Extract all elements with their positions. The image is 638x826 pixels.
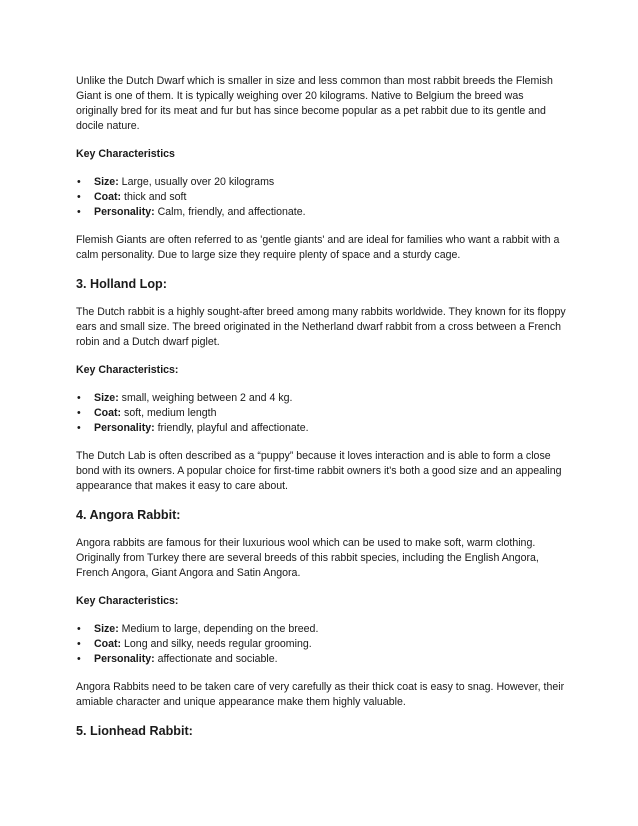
bullet-icon: • <box>77 638 81 650</box>
holland-closing-paragraph: The Dutch Lab is often described as a “puppy” because it loves interaction and is able to form a close bond with its owners. A popular choice for first-time rabbit owners it's both a good size and an appealing appearance that makes it easy to care about. <box>76 450 562 492</box>
bullet-icon: • <box>77 422 81 434</box>
list-item <box>76 175 566 190</box>
bullet-icon: • <box>77 392 81 404</box>
item-text: Large, usually over 20 kilograms <box>118 176 275 188</box>
flemish-intro-paragraph: Unlike the Dutch Dwarf which is smaller in size and less common than most rabbit breeds the Flemish Giant is one of them. It is typically weighing over 20 kilograms. Native to Belgium the breed was originally bred for its meat and fur but has since become popular as a pet rabbit due to its gentle and docile nature. <box>76 75 553 132</box>
list-item <box>76 637 566 652</box>
item-label: Size: <box>94 176 119 188</box>
item-text: Long and silky, needs regular grooming. <box>121 638 312 650</box>
angora-characteristics-list <box>76 622 566 667</box>
list-item <box>76 406 566 421</box>
bullet-icon: • <box>77 623 81 635</box>
item-text: soft, medium length <box>121 407 217 419</box>
flemish-characteristics-list <box>76 175 566 220</box>
item-label: Coat: <box>94 638 122 650</box>
list-item <box>76 190 566 205</box>
angora-closing-paragraph: Angora Rabbits need to be taken care of very carefully as their thick coat is easy to snag. However, their amiable character and unique appearance make them highly valuable. <box>76 681 565 708</box>
item-label: Size: <box>94 623 119 635</box>
flemish-key-characteristics-heading: Key Characteristics <box>76 148 175 160</box>
item-text: friendly, playful and affectionate. <box>154 422 309 434</box>
flemish-closing-paragraph: Flemish Giants are often referred to as 'gentle giants' and are ideal for families who want a rabbit with a calm personality. Due to large size they require plenty of space and a sturdy cage. <box>76 234 560 261</box>
list-item <box>76 652 566 667</box>
bullet-icon: • <box>77 191 81 203</box>
lionhead-rabbit-heading: 5. Lionhead Rabbit: <box>76 724 193 738</box>
item-text: Calm, friendly, and affectionate. <box>154 206 306 218</box>
bullet-icon: • <box>77 176 81 188</box>
item-label: Coat: <box>94 407 122 419</box>
holland-lop-heading: 3. Holland Lop: <box>76 277 167 291</box>
angora-intro-paragraph: Angora rabbits are famous for their luxurious wool which can be used to make soft, warm clothing. Originally from Turkey there are several breeds of this rabbit species, including the English Angora, French Angora, Giant Angora and Satin Angora. <box>76 537 539 579</box>
angora-key-characteristics-heading: Key Characteristics: <box>76 595 179 607</box>
bullet-icon: • <box>77 653 81 665</box>
holland-characteristics-list <box>76 391 566 436</box>
list-item <box>76 622 566 637</box>
item-text: Medium to large, depending on the breed. <box>118 623 319 635</box>
angora-rabbit-heading: 4. Angora Rabbit: <box>76 508 181 522</box>
item-label: Personality: <box>94 206 155 218</box>
item-text: thick and soft <box>121 191 187 203</box>
item-label: Personality: <box>94 653 155 665</box>
item-text: small, weighing between 2 and 4 kg. <box>118 392 293 404</box>
item-text: affectionate and sociable. <box>154 653 278 665</box>
item-label: Size: <box>94 392 119 404</box>
list-item <box>76 391 566 406</box>
list-item <box>76 205 566 220</box>
item-label: Coat: <box>94 191 122 203</box>
bullet-icon: • <box>77 206 81 218</box>
item-label: Personality: <box>94 422 155 434</box>
list-item <box>76 421 566 436</box>
bullet-icon: • <box>77 407 81 419</box>
holland-key-characteristics-heading: Key Characteristics: <box>76 364 179 376</box>
holland-intro-paragraph: The Dutch rabbit is a highly sought-after breed among many rabbits worldwide. They known for its floppy ears and small size. The breed originated in the Netherland dwarf rabbit from a cross between a French robin and a Dutch dwarf piglet. <box>76 306 566 348</box>
document-body <box>76 74 566 752</box>
